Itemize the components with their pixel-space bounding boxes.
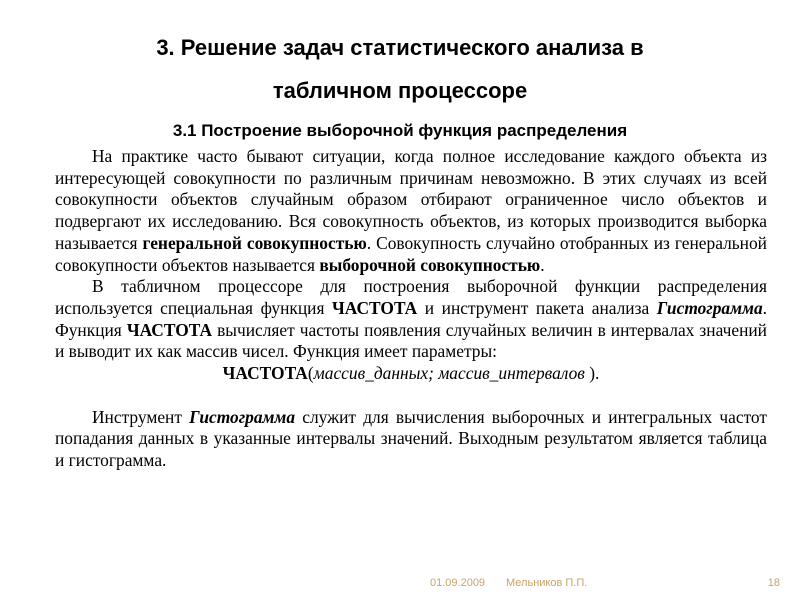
formula-function-name: ЧАСТОТА [222,363,308,384]
slide-body [55,146,767,472]
text-run: и инструмент пакета анализа [417,297,657,318]
text-run: . Совокупность случайно отобранных из генеральной совокупности объектов называется [55,232,767,275]
tool-name-histogram: Гистограмма [189,406,296,427]
function-name-frequency: ЧАСТОТА [126,319,213,340]
text-run: На практике часто бывают ситуации, когда полное исследование каждого объекта из интересующей совокупности по различным причинам невозможно. В этих случаях из всей совокупности объектов случайным образом отбирают ограниченное число объектов и подвергают их исследованию. Вся совокупность объектов, из которых производится выборка называется [55,146,767,253]
text-run: . [540,254,545,275]
text-run: В табличном процессоре для построения выборочной функции распределения используется специальная функция [55,276,767,318]
slide-number: 18 [767,577,780,589]
slide-title-line-1: 3. Решение задач статистического анализа в [156,35,644,60]
tool-name-histogram: Гистограмма [656,297,763,318]
formula-close-paren: ). [584,363,600,384]
section-subtitle: 3.1 Построение выборочной функция распределения [172,121,628,140]
slide-title [40,26,760,112]
footer-author: Мельников П.П. [506,577,588,589]
footer-date: 01.09.2009 [430,577,486,589]
formula-arguments: массив_данных; массив_интервалов [313,363,585,384]
formula-open-paren: ( [307,363,314,384]
function-name-frequency: ЧАСТОТА [332,297,418,318]
text-run: Инструмент [92,406,190,427]
text-run: . Функция [55,297,767,340]
paragraph-sampling [55,146,767,276]
slide-title-line-2: табличном процессоре [272,78,528,103]
text-run: служит для вычисления выборочных и интегральных частот попадания данных в указанные интервалы значений. Выходным результатом является таблица и гистограмма. [55,406,767,471]
term-sample-population: выборочной совокупностью [319,254,541,275]
paragraph-frequency-function [55,276,767,363]
term-general-population: генеральной совокупностью [142,232,367,253]
function-syntax [55,363,767,385]
paragraph-histogram-tool [55,407,767,472]
text-run: вычисляет частоты появления случайных величин в интервалах значений и выводит их как массив чисел. Функция имеет параметры: [55,319,767,362]
